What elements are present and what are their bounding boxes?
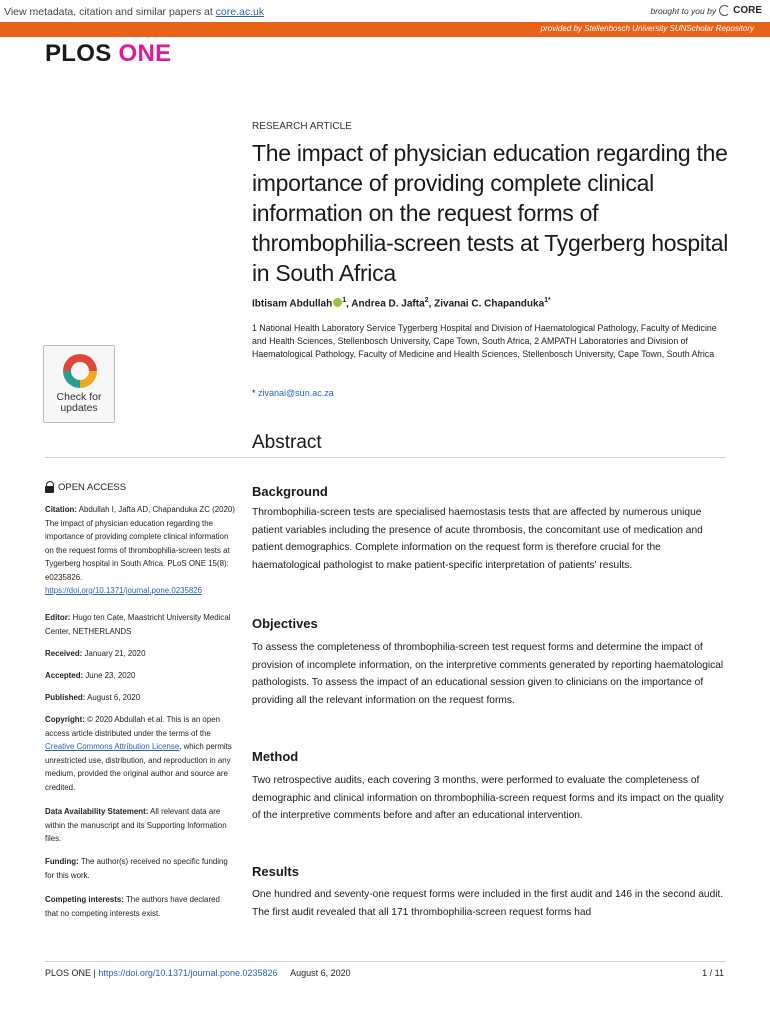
copyright-block: Copyright: © 2020 Abdullah et al. This is an open access article distributed under the terms of the Creative Commons Attribution License, which permits unrestricted use, distribution, and reproduction in any medium, provided the original author and source are credited. — [45, 715, 232, 792]
editor-block: Editor: Hugo ten Cate, Maastricht University Medical Center, NETHERLANDS — [45, 613, 231, 636]
section-text-method: Two retrospective audits, each covering 3 months, were performed to evaluate the completeness of demographic and clinical information on thrombophilia-screen request forms and its impact on the quality of the interpretive comments before and after an educational intervention. — [252, 775, 724, 822]
received-date: Received: January 21, 2020 — [45, 649, 146, 658]
check-updates-icon — [63, 354, 97, 388]
provider-text[interactable]: provided by Stellenbosch University SUNScholar Repository — [540, 24, 754, 33]
author-list: Ibtisam Abdullah $^1$, Andrea D. Jafta$^2$, Zivanai C. Chapanduka$^{1*}$ — [252, 297, 551, 310]
core-banner — [0, 0, 770, 22]
section-text-results: One hundred and seventy-one request forms were included in the first audit and 146 in the second audit. The first audit revealed that all 171 thrombophilia-screen request forms had — [252, 889, 724, 918]
section-heading-results: Results — [252, 864, 299, 879]
published-date: Published: August 6, 2020 — [45, 693, 141, 702]
data-availability-block: Data Availability Statement: All relevant data are within the manuscript and its Supporting Information files. — [45, 807, 227, 843]
footer-doi-link[interactable]: https://doi.org/10.1371/journal.pone.0235826 — [98, 968, 278, 978]
author-name[interactable]: Andrea D. Jafta — [351, 298, 425, 310]
core-link[interactable]: core.ac.uk — [215, 6, 265, 18]
orcid-icon[interactable] — [333, 298, 342, 307]
footer-divider — [45, 961, 725, 962]
open-access-label: OPEN ACCESS — [45, 481, 126, 493]
journal-logo: PLOS ONE — [45, 40, 172, 67]
section-text-objectives: To assess the completeness of thrombophilia-screen test request forms and determine the impact of provision of incomplete information, on the interpretive comments generated by reporting haematological pathologists. To assess the impact of an educational session given to clinicians on the importance of providing all the relevant information on the request forms. — [252, 642, 724, 706]
author-name[interactable]: Ibtisam Abdullah — [252, 298, 333, 310]
author-name[interactable]: Zivanai C. Chapanduka — [434, 298, 545, 310]
affiliations: 1 National Health Laboratory Service Tygerberg Hospital and Division of Haematological Pathology, Faculty of Medicine and Health Sciences, Stellenbosch University, Cape Town, South Africa, 2 AMPATH Laboratories and Division of Haematological Pathology, Faculty of Medicine and Health Sciences, Stellenbosch University, Cape Town, South Africa — [252, 323, 717, 359]
funding-block: Funding: The author(s) received no specific funding for this work. — [45, 857, 228, 880]
provider-bar — [0, 22, 770, 37]
article-type: RESEARCH ARTICLE — [252, 121, 352, 132]
competing-interests-block: Competing interests: The authors have declared that no competing interests exist. — [45, 895, 220, 918]
section-heading-method: Method — [252, 749, 299, 764]
page-number: 1 / 11 — [702, 968, 724, 978]
corresponding-email: * zivanai@sun.ac.za — [252, 388, 334, 398]
section-heading-background: Background — [252, 484, 328, 499]
core-logo-icon — [719, 5, 730, 16]
section-text-background: Thrombophilia-screen tests are specialised haemostasis tests that are affected by numerous unique patient variables including the presence of acute thrombosis, the concomitant use of medication and patient demographics. Complete information on the request form is therefore crucial for the haematological pathologist to make patient-specific interpretation of patients' results. — [252, 507, 703, 571]
check-for-updates-button[interactable]: Check for updates — [43, 345, 115, 423]
section-divider — [45, 457, 725, 458]
license-link[interactable]: Creative Commons Attribution License — [45, 742, 180, 751]
core-metadata-text: View metadata, citation and similar papers at core.ac.uk — [4, 6, 265, 18]
page-footer: PLOS ONE | https://doi.org/10.1371/journal.pone.0235826 August 6, 2020 — [45, 968, 351, 978]
email-link[interactable]: zivanai@sun.ac.za — [258, 388, 334, 398]
citation-block: Citation: Abdullah I, Jafta AD, Chapanduka ZC (2020) The impact of physician education regarding the importance of providing complete clinical information on the request forms of thrombophilia-screen tests at Tygerberg hospital in South Africa. PLoS ONE 15(8): e0235826. https://doi.org/10.1371/journal.pone.0235826 — [45, 505, 235, 595]
abstract-heading: Abstract — [252, 432, 322, 453]
article-title: The impact of physician education regarding the importance of providing complete clinical information on the request forms of thrombophilia-screen tests at Tygerberg hospital in South Africa — [252, 140, 729, 286]
core-brand[interactable]: brought to you by CORE — [650, 5, 762, 16]
citation-doi-link[interactable]: https://doi.org/10.1371/journal.pone.0235826 — [45, 586, 203, 595]
section-heading-objectives: Objectives — [252, 616, 318, 631]
accepted-date: Accepted: June 23, 2020 — [45, 671, 136, 680]
open-access-lock-icon — [45, 481, 55, 493]
